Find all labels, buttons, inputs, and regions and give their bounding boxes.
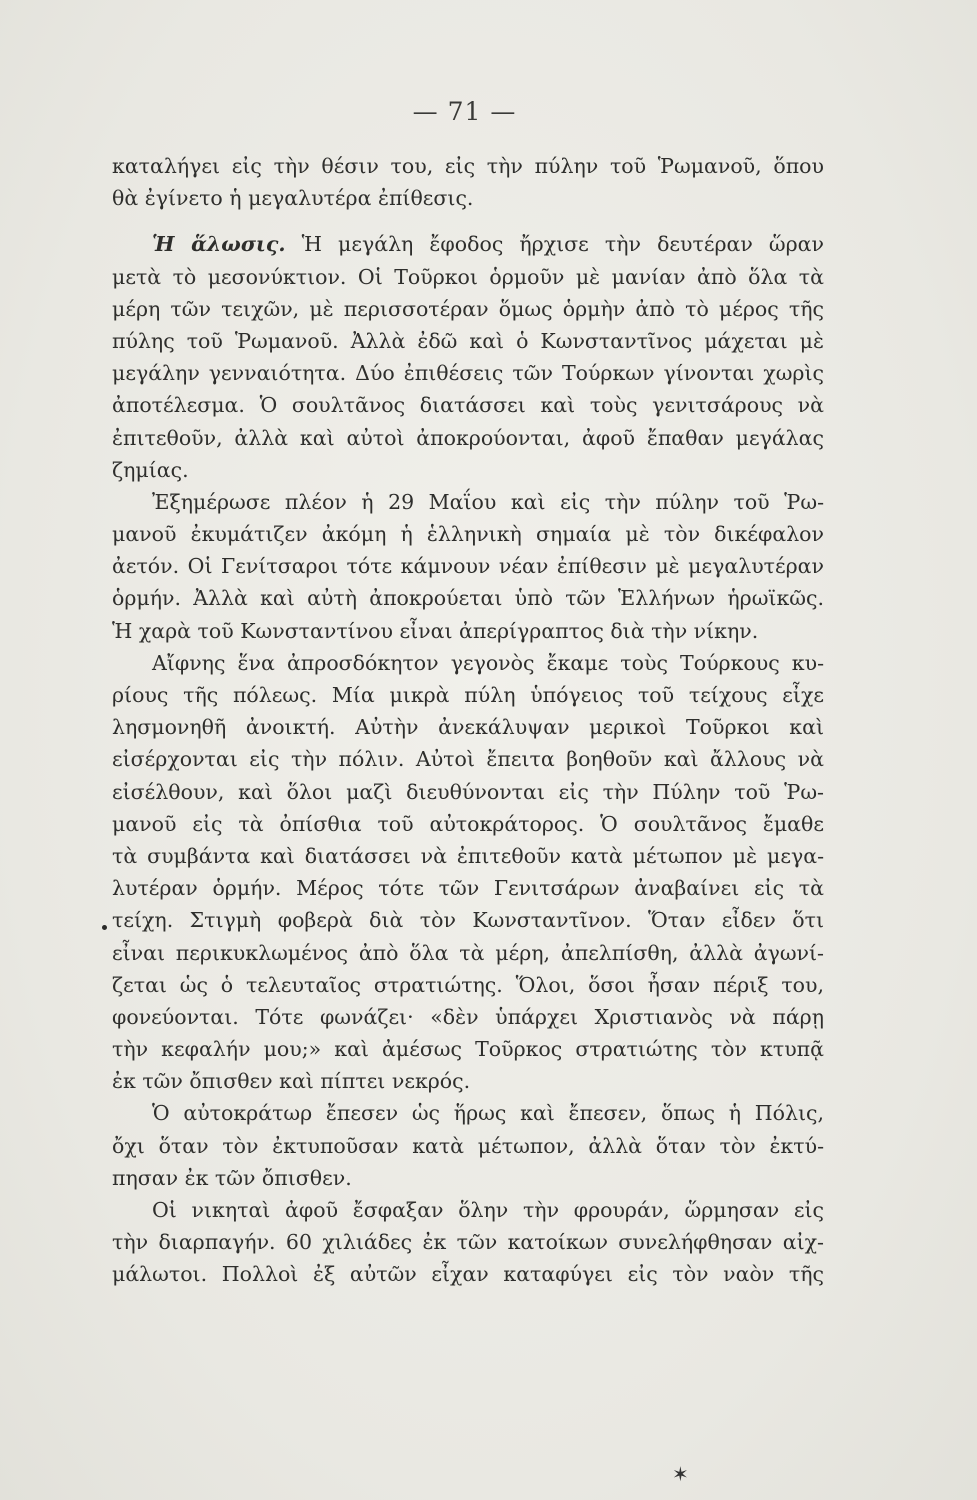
text-line: ζημίας. (112, 457, 189, 482)
text-line: τὰ συμβάντα καὶ διατάσσει νὰ ἐπιτεθοῦν κατὰ μέτωπον μὲ μεγα- (112, 843, 824, 868)
text-line: καταλήγει εἰς τὴν θέσιν του, εἰς τὴν πύλην τοῦ Ῥωμανοῦ, ὅπου (112, 154, 824, 178)
text-line: φονεύονται. Τότε φωνάζει· «δὲν ὑπάρχει Χριστιανὸς νὰ πάρῃ (112, 1004, 824, 1029)
body-text (112, 150, 824, 1291)
text-line: πύλης τοῦ Ῥωμανοῦ. Ἀλλὰ ἐδῶ καὶ ὁ Κωνσταντῖνος μάχεται μὲ (112, 328, 824, 353)
text-line: Αἴφνης ἕνα ἀπροσδόκητον γεγονὸς ἔκαμε τοὺς Τούρκους κυ- (152, 650, 824, 675)
text-line: ἐπιτεθοῦν, ἀλλὰ καὶ αὐτοὶ ἀποκρούονται, ἀφοῦ ἔπαθαν μεγάλας (112, 425, 824, 450)
text-line-fragment: Ἡ μεγάλη ἔφοδος ἤρχισε τὴν δευτέραν ὥραν (301, 232, 824, 257)
text-line: ἀποτέλεσμα. Ὁ σουλτᾶνος διατάσσει καὶ τοὺς γενιτσάρους νὰ (112, 393, 824, 418)
text-line: εἰσέλθουν, καὶ ὅλοι μαζὶ διευθύνονται εἰς τὴν Πύλην τοῦ Ῥω- (112, 779, 824, 804)
text-line: ὄχι ὅταν τὸν ἐκτυποῦσαν κατὰ μέτωπον, ἀλλὰ ὅταν τὸν ἐκτύ- (112, 1133, 824, 1158)
text-line: Ἐξημέρωσε πλέον ἡ 29 Μαΐου καὶ εἰς τὴν πύλην τοῦ Ῥω- (152, 489, 824, 514)
text-line: ἐκ τῶν ὄπισθεν καὶ πίπτει νεκρός. (112, 1069, 471, 1094)
text-line: μέρη τῶν τειχῶν, μὲ περισσοτέραν ὅμως ὁρμὴν ἀπὸ τὸ μέρος τῆς (112, 296, 824, 321)
text-line: εἶναι περικυκλωμένος ἀπὸ ὅλα τὰ μέρη, ἀπελπίσθη, ἀλλὰ ἀγωνί- (112, 940, 824, 965)
text-line: μάλωτοι. Πολλοὶ ἐξ αὐτῶν εἶχαν καταφύγει εἰς τὸν ναὸν τῆς (112, 1262, 824, 1287)
text-line: μετὰ τὸ μεσονύκτιον. Οἱ Τοῦρκοι ὁρμοῦν μὲ μανίαν ἀπὸ ὅλα τὰ (112, 264, 824, 289)
text-line: τείχη. Στιγμὴ φοβερὰ διὰ τὸν Κωνσταντῖνον. Ὅταν εἶδεν ὅτι (112, 908, 824, 933)
text-line: τὴν κεφαλήν μου;» καὶ ἀμέσως Τοῦρκος στρατιώτης τὸν κτυπᾷ (112, 1037, 824, 1062)
text-line: ὁρμήν. Ἀλλὰ καὶ αὐτὴ ἀποκρούεται ὑπὸ τῶν Ἑλλήνων ἡρωϊκῶς. (112, 586, 824, 611)
text-line: μανοῦ εἰς τὰ ὀπίσθια τοῦ αὐτοκράτορος. Ὁ σουλτᾶνος ἔμαθε (112, 811, 824, 836)
text-line: τὴν διαρπαγήν. 60 χιλιάδες ἐκ τῶν κατοίκων συνελήφθησαν αἰχ- (112, 1230, 824, 1255)
text-line: πησαν ἐκ τῶν ὄπισθεν. (112, 1165, 352, 1190)
text-line: λησμονηθῆ ἀνοικτή. Αὐτὴν ἀνεκάλυψαν μερικοὶ Τοῦρκοι καὶ (112, 715, 824, 740)
text-line: ἀετόν. Οἱ Γενίτσαροι τότε κάμνουν νέαν ἐπίθεσιν μὲ μεγαλυτέραν (112, 554, 824, 579)
text-line: θὰ ἐγίνετο ἡ μεγαλυτέρα ἐπίθεσις. (112, 186, 474, 211)
text-line: Ἡ χαρὰ τοῦ Κωνσταντίνου εἶναι ἀπερίγραπτος διὰ τὴν νίκην. (112, 618, 759, 643)
section-heading: Ἡ ἅλωσις. (152, 232, 286, 257)
text-line: μανοῦ ἐκυμάτιζεν ἀκόμη ἡ ἑλληνικὴ σημαία μὲ τὸν δικέφαλον (112, 522, 824, 547)
text-line: μεγάλην γενναιότητα. Δύο ἐπιθέσεις τῶν Τούρκων γίνονται χωρὶς (112, 361, 824, 386)
text-line: ρίους τῆς πόλεως. Μία μικρὰ πύλη ὑπόγειος τοῦ τείχους εἶχε (112, 683, 824, 707)
margin-dot-mark (102, 925, 107, 930)
text-line: Ὁ αὐτοκράτωρ ἔπεσεν ὡς ἥρως καὶ ἔπεσεν, ὅπως ἡ Πόλις, (152, 1101, 824, 1126)
text-line: εἰσέρχονται εἰς τὴν πόλιν. Αὐτοὶ ἔπειτα βοηθοῦν καὶ ἄλλους νὰ (112, 747, 824, 772)
text-line (112, 228, 824, 260)
text-line: λυτέραν ὁρμήν. Μέρος τότε τῶν Γενιτσάρων ἀναβαίνει εἰς τὰ (112, 876, 824, 901)
page-number: — 71 — (412, 97, 517, 126)
text-line: Οἱ νικηταὶ ἀφοῦ ἔσφαξαν ὅλην τὴν φρουράν, ὥρμησαν εἰς (152, 1198, 824, 1222)
text-line: ζεται ὡς ὁ τελευταῖος στρατιώτης. Ὅλοι, ὅσοι ἦσαν πέριξ του, (112, 972, 824, 997)
footer-ink-mark: ✶ (672, 1462, 689, 1486)
